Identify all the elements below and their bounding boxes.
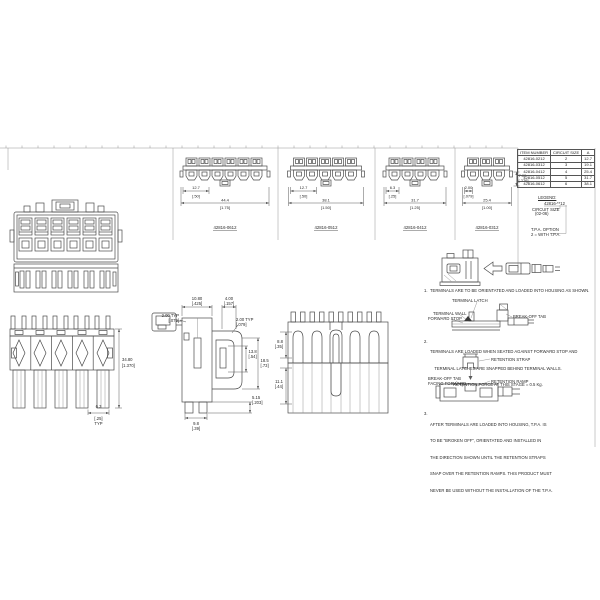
table-cell: 12.7	[582, 156, 595, 162]
dim-label: [.50]	[192, 193, 200, 199]
note-3-line: SNAP OVER THE RETENTION RAMPS. THIS PRODUCT MUST	[430, 471, 552, 477]
note-3-line: THE DIRECTION SHOWN UNTIL THE RETENTION STRAPS	[430, 454, 546, 460]
callout-break-off-tab-forward-2: FACING FORWARD	[428, 380, 467, 386]
table-row	[518, 181, 595, 187]
table-cell: 38.1	[582, 181, 595, 187]
table-cell: 6	[551, 181, 582, 187]
side-dim-2-in: [.157]	[223, 300, 235, 306]
side-dim-1-in: [.425]	[191, 300, 203, 306]
side-dim-5-mm: 13.8	[248, 349, 257, 354]
note-3-line: NEVER BE USED WITHOUT THE INSTALLATION OF THE T.P.A.	[430, 487, 553, 493]
table-cell: 42816-0312	[518, 162, 551, 168]
table-header-cell: ITEM NUMBER	[518, 150, 551, 156]
note-1-number: 1.	[424, 287, 428, 293]
table-cell: 31.7	[582, 175, 595, 181]
table-cell: 42816-0212	[518, 156, 551, 162]
dim-label: [.276]	[518, 178, 529, 183]
variant-view-42816-0412	[383, 158, 447, 231]
legend-circuit-size-label: CIRCUIT SIZE	[532, 206, 560, 212]
note-3-text	[430, 411, 553, 499]
side-dim-3-in: [.079]	[168, 318, 179, 323]
variant-view-42816-0612	[180, 158, 270, 231]
housing-section-view	[280, 312, 388, 413]
dim-label: 42816-0312	[475, 225, 499, 230]
dim-label: 2.00	[464, 185, 473, 190]
front-dim-height-in: [1.370]	[122, 362, 135, 368]
legend-tpa-option-value: 2 = WITH T.P.A.	[531, 231, 561, 237]
side-dim-8-in: [.39]	[191, 425, 201, 431]
table-header-cell: A	[582, 150, 595, 156]
side-dim-7-mm: 5.15	[252, 395, 261, 400]
note-2-number: 2.	[424, 338, 428, 344]
ruler-line	[0, 146, 518, 149]
front-dim-height-mm: 34.80	[122, 357, 133, 362]
side-dim-6-in: [.73]	[260, 363, 269, 368]
variant-view-42816-0512	[288, 158, 365, 231]
dim-label: [.25]	[388, 193, 397, 199]
note-1-text: TERMINALS ARE TO BE ORIENTATED AND LOADED INTO HOUSING AS SHOWN.	[430, 287, 590, 293]
note-2-line: RETENTION FORCE AT THIS STAGE = 0.5 Kg.	[453, 382, 543, 388]
note-3-line: AFTER TERMINALS ARE LOADED INTO HOUSING, T.P.A. IS	[430, 421, 547, 427]
table-cell: 25.4	[582, 169, 595, 175]
dim-label: 12.7	[192, 185, 200, 190]
table-cell: 42816-0612	[518, 181, 551, 187]
dim-label: 44.4	[221, 197, 229, 203]
table-cell: 2	[551, 156, 582, 162]
dim-label: [.079]	[463, 193, 474, 199]
front-dim-pitch-in: [.25]	[94, 415, 103, 421]
table-header-cell: CIRCUIT SIZE	[551, 150, 582, 156]
dim-label: 31.7	[411, 197, 419, 203]
side-dim-7-in: [.203]	[252, 400, 263, 405]
legend-part-mask: 42816-**12	[544, 200, 565, 206]
table-cell: 19.1	[582, 162, 595, 168]
dim-label: 38.1	[322, 197, 330, 203]
dim-label: [1.00]	[481, 205, 493, 210]
section-dim-bottom-mm: 11.1	[275, 379, 283, 384]
table-cell: 4	[551, 169, 582, 175]
callout-retention-strap: RETENTION STRAP	[491, 356, 531, 362]
parts-table	[517, 149, 595, 188]
dim-label: 12.7	[299, 185, 308, 190]
note-3-number: 3.	[424, 411, 428, 416]
section-dim-bottom-in: [.44]	[274, 384, 283, 389]
callout-forward-stop: FORWARD STOP	[428, 315, 462, 321]
dim-label: 7.00	[518, 173, 527, 178]
dim-label: 6.3	[389, 185, 396, 190]
callout-retention-ramp: RETENTION RAMP	[491, 378, 529, 384]
dim-label: [1.50]	[320, 205, 332, 210]
dim-label: [1.75]	[219, 205, 231, 210]
legend-circuit-size-range: (02-06)	[535, 211, 549, 216]
front-dim-pitch-mm: 6.3	[95, 403, 102, 409]
dim-label: 42816-0512	[314, 225, 338, 230]
section-dim-top-in: [.35]	[274, 344, 283, 349]
table-cell: 3	[551, 162, 582, 168]
callout-terminal-latch: TERMINAL LATCH	[452, 297, 488, 303]
dim-label: 42816-0412	[403, 225, 427, 230]
section-dim-top-mm: 8.8	[277, 339, 283, 344]
side-dim-1-mm: 10.80	[191, 295, 203, 301]
side-dim-8-mm: 9.8	[193, 420, 199, 426]
note-2-line: TERMINALS ARE LOADED WHEN SEATED AGAINST FORWARD STOP AND	[430, 349, 578, 355]
legend-tpa-option-label: T.P.A. OPTION	[531, 227, 559, 232]
callout-break-off-tab-forward-1: BREAK-OFF TAB	[428, 376, 461, 381]
note-3-line: TO BE "BROKEN OFF", ORIENTATED AND INSTALLED IN	[430, 438, 542, 444]
dim-label: 42816-0612	[213, 225, 237, 230]
callout-terminal-wall: TERMINAL WALL	[433, 310, 467, 316]
side-dim-4-mm: 2.00 TYP	[236, 317, 254, 322]
housing-front-view	[10, 316, 122, 415]
side-dim-5-in: [.54]	[248, 354, 257, 359]
table-cell: 5	[551, 175, 582, 181]
front-dim-pitch-typ: TYP	[94, 420, 103, 426]
dim-label: 25.4	[483, 197, 491, 203]
housing-face-view	[10, 200, 122, 292]
note-2-line: TERMINAL LATCHES ARE SNAPPED BEHIND TERMINAL WALLS.	[434, 365, 562, 371]
side-dim-3-mm: 2.00 TYP	[161, 313, 179, 318]
dim-label: [.50]	[299, 193, 308, 199]
table-cell: 42816-0512	[518, 175, 551, 181]
terminal-loading-diagram	[440, 250, 560, 286]
side-dim-2-mm: 4.00	[224, 295, 234, 301]
callout-break-off-tab: BREAK-OFF TAB	[513, 313, 546, 319]
dim-label: [1.25]	[409, 205, 421, 210]
table-cell: 42816-0412	[518, 169, 551, 175]
side-dim-4-in: [.079]	[236, 322, 247, 327]
legend-title: LEGEND:	[538, 194, 557, 200]
side-dim-6-mm: 18.5	[260, 358, 269, 363]
